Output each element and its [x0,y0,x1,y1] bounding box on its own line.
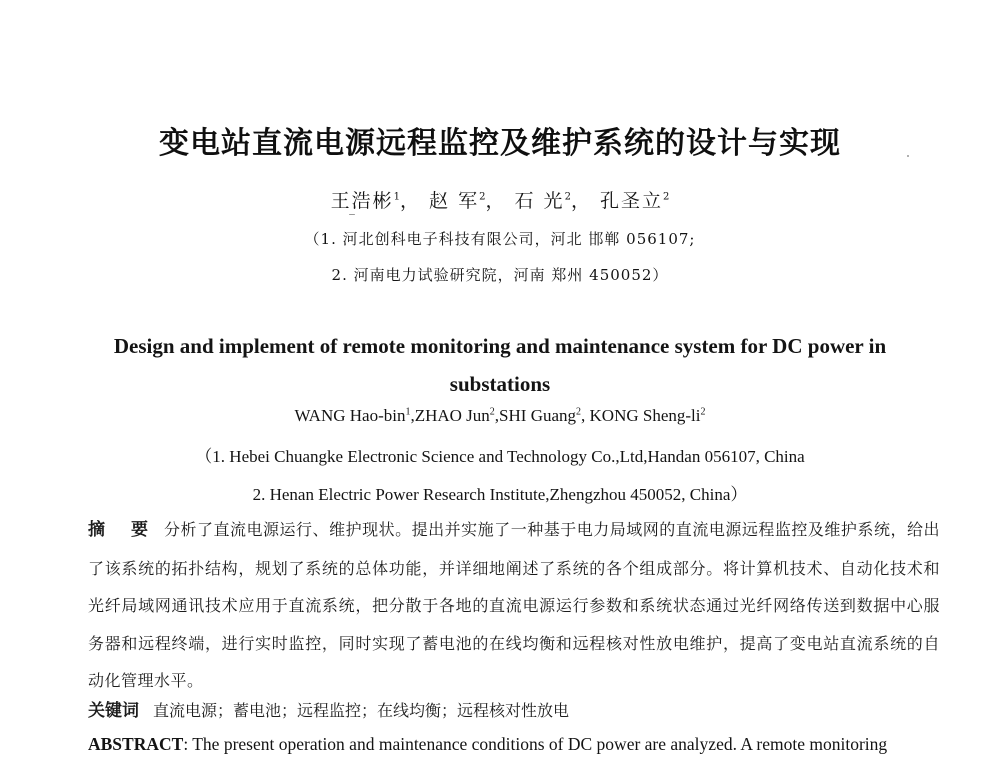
abstract-en-text: : The present operation and maintenance conditions of DC power are analyzed. A remote monitoring [183,734,888,754]
affiliation-en-2: 2. Henan Electric Power Research Institute,Zhengzhou 450052, China） [252,485,748,504]
authors-chinese: 王浩彬$^1$， 赵 军$^2$， 石 光$^2$， 孔圣立$^2$ [330,190,670,212]
title-english-line-1: Design and implement of remote monitoring and maintenance system for DC power in [113,334,887,358]
author-en-2: ZHAO Jun$^2$ [414,406,495,425]
keywords-label: 关键词 [88,701,139,721]
scan-speck [907,155,909,157]
affiliation-cn-2: 2. 河南电力试验研究院，河南 郑州 450052） [331,266,669,284]
title-chinese: 变电站直流电源远程监控及维护系统的设计与实现 [159,126,841,161]
author-en-4: KONG Sheng-$li^2$ [589,406,706,425]
keywords-text: 直流电源；蓄电池；远程监控；在线均衡；远程核对性放电 [153,701,570,720]
author-cn-3: 石 光$^2$ [514,190,571,212]
abstract-cn-label: 摘 要 [88,520,158,540]
title-english-line-2: substations [449,372,551,396]
abstract-en-label: ABSTRACT [88,734,184,754]
author-cn-1: 王浩彬$^1$ [330,190,400,212]
abstract-cn-text: 分析了直流电源运行、维护现状。提出并实施了一种基于电力局域网的直流电源远程监控及维护系统，给出了该系统的拓扑结构，规划了系统的总体功能，并详细地阐述了系统的各个组成部分。将计算机技术、自动化技术和光纤局域网通讯技术应用于直流系统，把分散于各地的直流电源运行参数和系统状态通过光纤网络传送到数据中心服务器和远程终端，进行实时监控，同时实现了蓄电池的在线均衡和远程核对性放电维护，提高了变电站直流系统的自动化管理水平。 [88,520,940,690]
author-en-1: WANG Hao-bin$^1$ [294,406,411,425]
author-cn-4: 孔圣立$^2$ [599,190,670,212]
scan-speck [349,214,355,215]
affiliation-cn-1: （1. 河北创科电子科技有限公司，河北 邯郸 056107; [304,230,696,248]
authors-english: WANG Hao-bin$^1$,ZHAO Jun$^2$,SHI Guang$^2$, KONG Sheng-$li^2$ [294,406,706,425]
author-en-3: SHI Guang$^2$ [499,406,582,425]
keywords-chinese [88,696,940,726]
author-cn-2: 赵 军$^2$ [429,190,486,212]
affiliation-en-1: （1. Hebei Chuangke Electronic Science and Technology Co.,Ltd,Handan 056107, China [195,447,805,466]
abstract-english [88,734,948,755]
abstract-chinese [88,511,940,700]
